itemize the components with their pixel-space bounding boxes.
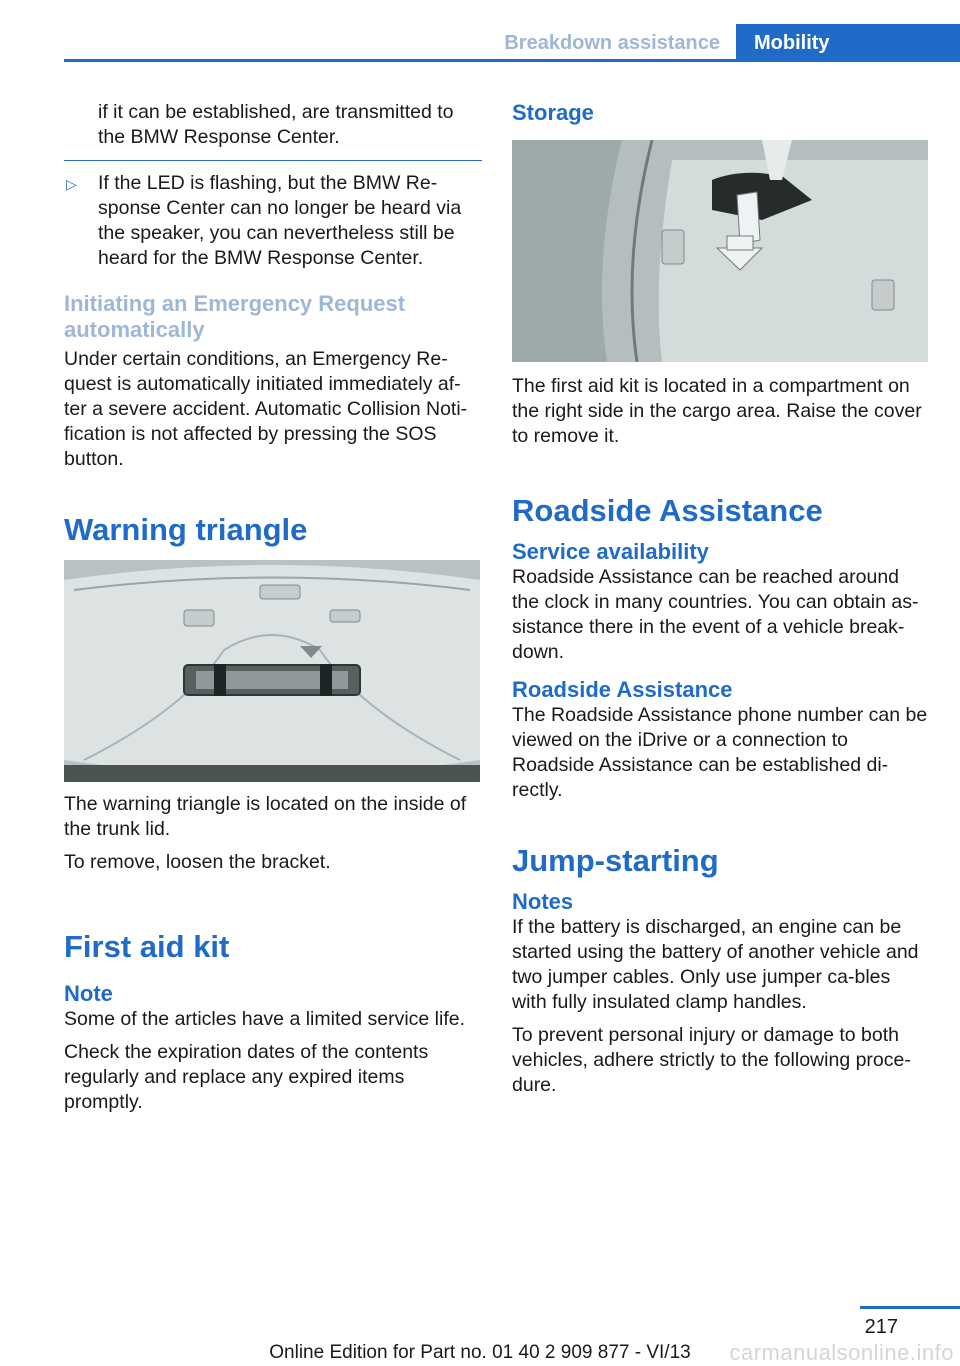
heading-auto-emergency: Initiating an Emergency Request automatically	[64, 291, 406, 342]
heading-service-availability: Service availability	[512, 539, 709, 564]
left-column	[64, 100, 482, 1123]
notes-text-1: If the battery is discharged, an engine can be started using the battery of another vehicle and two jumper cables. Only use jumper ca-bles with fully insulated clamp handles.	[512, 916, 919, 1013]
warning-triangle-image	[64, 560, 480, 782]
header-section-title: Breakdown assistance	[504, 32, 720, 54]
note-text-1: Some of the articles have a limited service life.	[64, 1008, 466, 1030]
heading-notes: Notes	[512, 889, 574, 914]
first-aid-storage-image	[512, 140, 928, 362]
header-rule	[64, 59, 960, 62]
footer-rule	[860, 1306, 960, 1309]
header-chapter-tab: Mobility	[736, 24, 960, 62]
heading-note: Note	[64, 981, 113, 1006]
title-first-aid-kit: First aid kit	[64, 929, 230, 964]
bullet-item	[64, 171, 482, 271]
trunk-lid-illustration	[64, 560, 480, 782]
roadside-assistance-text: The Roadside Assistance phone number can be viewed on the iDrive or a connection to Roadside Assistance can be established di-rectly.	[512, 704, 928, 801]
bullet-divider	[64, 160, 482, 161]
title-warning-triangle: Warning triangle	[64, 512, 308, 547]
note-text-2: Check the expiration dates of the contents regularly and replace any expired items promptly.	[64, 1041, 429, 1113]
title-jump-starting: Jump-starting	[512, 843, 719, 878]
right-column	[512, 100, 930, 1106]
service-availability-text: Roadside Assistance can be reached around the clock in many countries. You can obtain as-sistance there in the event of a vehicle break-down.	[512, 566, 919, 663]
heading-storage: Storage	[512, 100, 594, 125]
triangle-bullet-icon: ▷	[66, 176, 77, 192]
page-number: 217	[864, 1316, 898, 1338]
page-footer	[0, 1300, 960, 1365]
storage-text: The first aid kit is located in a compartment on the right side in the cargo area. Raise the cover to remove it.	[512, 375, 922, 447]
title-roadside-assistance: Roadside Assistance	[512, 493, 823, 528]
heading-roadside-assistance: Roadside Assistance	[512, 677, 733, 702]
auto-emergency-text: Under certain conditions, an Emergency Re-quest is automatically initiated immediately af-ter a severe accident. Automatic Collision Noti-fication is not affected by pressing the SOS button.	[64, 348, 468, 470]
warning-triangle-text-2: To remove, loosen the bracket.	[64, 851, 331, 873]
cargo-area-illustration	[512, 140, 928, 362]
page-header	[64, 24, 960, 62]
notes-text-2: To prevent personal injury or damage to both vehicles, adhere strictly to the following proce-dure.	[512, 1024, 911, 1096]
edition-text: Online Edition for Part no. 01 40 2 909 877 - VI/13	[269, 1342, 691, 1363]
bullet-text: If the LED is flashing, but the BMW Re-sponse Center can no longer be heard via the speaker, you can nevertheless still be heard for the BMW Response Center.	[98, 172, 462, 269]
warning-triangle-text-1: The warning triangle is located on the inside of the trunk lid.	[64, 793, 467, 840]
watermark: carmanualsonline.info	[729, 1340, 954, 1365]
continuation-text: if it can be established, are transmitted to the BMW Response Center.	[98, 101, 454, 148]
